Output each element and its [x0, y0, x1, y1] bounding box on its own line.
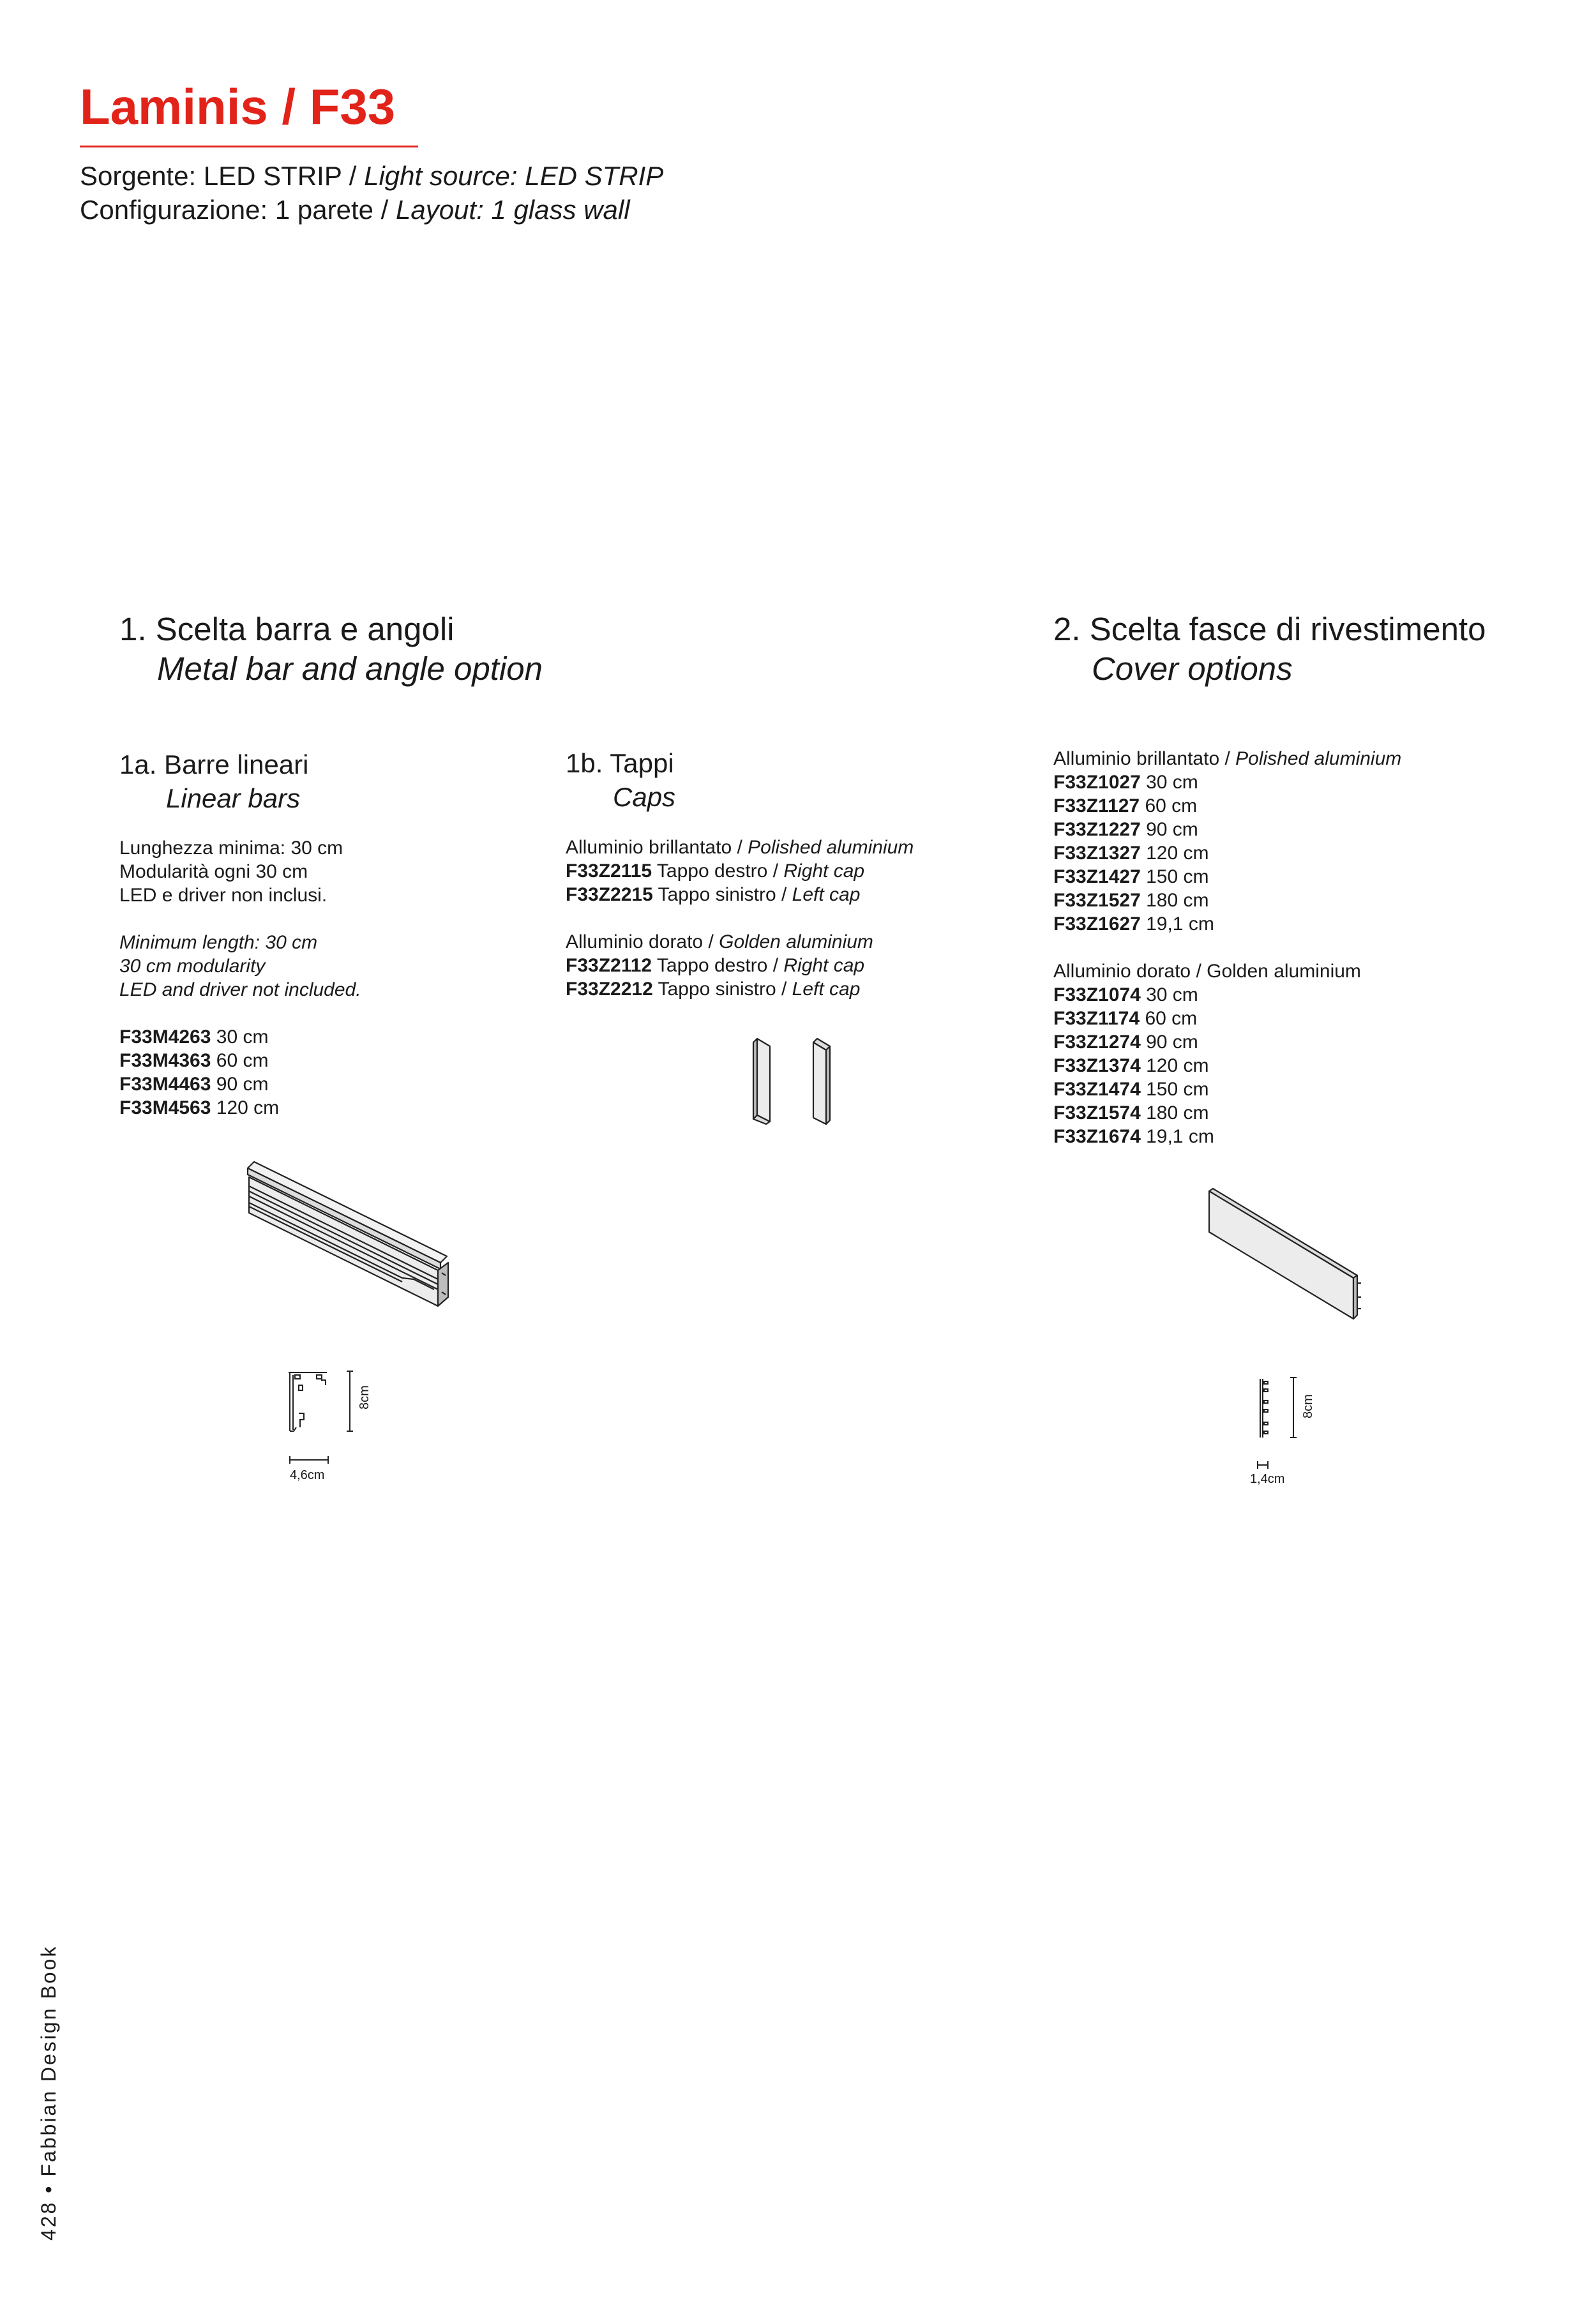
layout-en: Layout: 1 glass wall [395, 195, 630, 225]
note-en: Minimum length: 30 cm [119, 932, 318, 953]
page-number-label: 428 • Fabbian Design Book [37, 1944, 60, 2241]
cap-item: F33Z2115 Tappo destro / Right cap [566, 860, 865, 882]
cover-panel-illustration [1207, 1187, 1366, 1321]
bars-notes [119, 836, 361, 1120]
bars-heading: 1a. Barre lineari [119, 749, 309, 779]
layout-line [80, 197, 630, 223]
bar-size: 90 cm [211, 1074, 269, 1095]
note-it: Lunghezza minima: 30 cm [119, 838, 343, 859]
cover-item: F33Z1174 60 cm [1053, 1008, 1198, 1029]
section2-subheading: Cover options [1092, 650, 1293, 687]
note-en: LED and driver not included. [119, 979, 361, 1000]
bar-item [119, 1072, 361, 1096]
bar-width-marker [289, 1455, 329, 1464]
light-source-en: Light source: LED STRIP [364, 161, 664, 191]
bar-height-dimension: 8cm [358, 1385, 372, 1409]
light-source-it: Sorgente: LED STRIP / [80, 161, 365, 191]
caps-subheading: Caps [613, 782, 676, 812]
cap-item: F33Z2215 Tappo sinistro / Left cap [566, 884, 861, 905]
linear-bar-illustration [243, 1155, 453, 1315]
bar-width-dimension: 4,6cm [290, 1468, 325, 1482]
bar-code: F33M4463 [119, 1074, 211, 1095]
cover-item: F33Z1327 120 cm [1053, 843, 1209, 864]
cover-item: F33Z1274 90 cm [1053, 1032, 1198, 1053]
page-title: Laminis / F33 [80, 79, 396, 135]
bar-size: 120 cm [211, 1097, 280, 1118]
cover-item: F33Z1374 120 cm [1053, 1055, 1209, 1076]
covers-group-label: Alluminio brillantato / Polished aluminium [1053, 748, 1402, 769]
cover-width-marker [1255, 1461, 1270, 1469]
bar-size: 60 cm [211, 1050, 269, 1071]
cover-item: F33Z1627 19,1 cm [1053, 913, 1214, 935]
section1-subheading: Metal bar and angle option [157, 650, 543, 687]
section1-heading: 1. Scelta barra e angoli [119, 611, 455, 647]
cap-item: F33Z2212 Tappo sinistro / Left cap [566, 979, 861, 1000]
cover-item: F33Z1027 30 cm [1053, 772, 1198, 793]
note-en: 30 cm modularity [119, 956, 266, 977]
bar-size: 30 cm [211, 1026, 269, 1048]
note-it: LED e driver non inclusi. [119, 885, 327, 906]
cover-item: F33Z1227 90 cm [1053, 819, 1198, 840]
caps-illustration [747, 1037, 843, 1127]
caps-list [566, 836, 914, 1001]
covers-list [1053, 747, 1401, 1148]
cover-width-dimension: 1,4cm [1250, 1472, 1285, 1486]
caps-heading: 1b. Tappi [566, 748, 674, 778]
covers-group-label: Alluminio dorato / Golden aluminium [1053, 961, 1361, 982]
cover-item: F33Z1074 30 cm [1053, 984, 1198, 1005]
section2-heading: 2. Scelta fasce di rivestimento [1053, 611, 1486, 647]
bar-item [119, 1025, 361, 1049]
bar-item [119, 1049, 361, 1072]
bar-code: F33M4563 [119, 1097, 211, 1118]
cap-item: F33Z2112 Tappo destro / Right cap [566, 955, 865, 976]
cover-item: F33Z1574 180 cm [1053, 1102, 1209, 1123]
cover-item: F33Z1674 19,1 cm [1053, 1126, 1214, 1147]
cover-item: F33Z1427 150 cm [1053, 866, 1209, 887]
layout-it: Configurazione: 1 parete / [80, 195, 396, 225]
bar-code: F33M4363 [119, 1050, 211, 1071]
cover-item: F33Z1474 150 cm [1053, 1079, 1209, 1100]
title-underline [80, 146, 418, 147]
bar-item [119, 1096, 361, 1120]
caps-group-label: Alluminio brillantato / Polished aluminium [566, 837, 914, 858]
cover-profile-section [1251, 1372, 1309, 1443]
note-it: Modularità ogni 30 cm [119, 861, 308, 882]
light-source-line [80, 163, 663, 190]
bars-subheading: Linear bars [166, 783, 301, 813]
cover-item: F33Z1127 60 cm [1053, 795, 1198, 816]
caps-group-label: Alluminio dorato / Golden aluminium [566, 931, 873, 952]
bar-code: F33M4263 [119, 1026, 211, 1048]
cover-height-dimension: 8cm [1301, 1394, 1315, 1418]
cover-item: F33Z1527 180 cm [1053, 890, 1209, 911]
